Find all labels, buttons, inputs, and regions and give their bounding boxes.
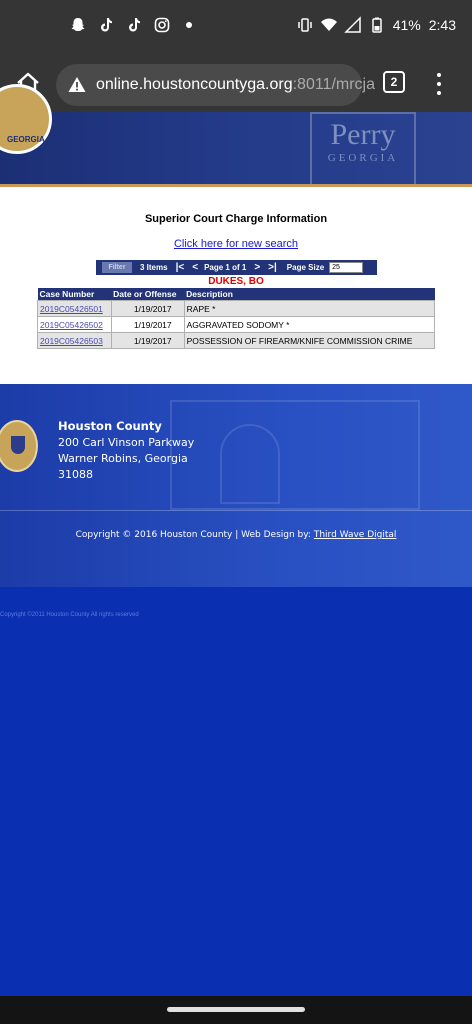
navigation-bar bbox=[0, 996, 472, 1024]
footer-org-name: Houston County bbox=[58, 419, 162, 433]
county-seal-logo: GEORGIA bbox=[0, 84, 52, 154]
tab-switcher-button[interactable]: 2 bbox=[383, 71, 405, 93]
charges-table bbox=[37, 288, 435, 349]
filter-button[interactable]: Filter bbox=[102, 262, 132, 273]
table-header-row bbox=[38, 288, 435, 301]
battery-percent: 41% bbox=[392, 17, 421, 33]
site-header-banner bbox=[0, 112, 472, 186]
address-line: 200 Carl Vinson Parkway bbox=[58, 436, 195, 449]
perry-sign-image: Perry GEORGIA bbox=[310, 112, 416, 186]
dot-icon bbox=[186, 22, 192, 28]
url-path: :8011/mrcja bbox=[292, 76, 375, 93]
instagram-icon bbox=[154, 17, 170, 33]
tiktok-icon bbox=[126, 17, 142, 33]
description-cell: AGGRAVATED SODOMY * bbox=[184, 317, 434, 333]
footer-copyright: Copyright © 2016 Houston County | Web Design by: Third Wave Digital bbox=[75, 530, 397, 540]
signal-icon bbox=[345, 17, 361, 33]
snapchat-icon bbox=[70, 17, 86, 33]
first-page-icon[interactable]: |< bbox=[175, 262, 185, 273]
address-line: Warner Robins, Georgia bbox=[58, 452, 188, 465]
item-count: 3 Items bbox=[140, 263, 168, 272]
case-number-link[interactable]: 2019C05426503 bbox=[40, 335, 103, 346]
clock: 2:43 bbox=[428, 17, 456, 33]
last-page-icon[interactable]: >| bbox=[268, 262, 277, 273]
footer-address bbox=[58, 418, 194, 483]
vibrate-icon bbox=[297, 17, 313, 33]
column-header[interactable]: Description bbox=[184, 288, 434, 301]
url-host: online.houstoncountyga.org bbox=[96, 76, 293, 93]
new-search-link[interactable]: Click here for new search bbox=[173, 238, 299, 250]
table-row bbox=[38, 317, 435, 333]
footer-seal-logo bbox=[0, 420, 38, 472]
legacy-copyright: Copyright ©2011 Houston County All rights reserved bbox=[0, 612, 139, 618]
tiktok-icon bbox=[98, 17, 114, 33]
main-content bbox=[0, 187, 472, 384]
address-bar[interactable] bbox=[56, 64, 375, 106]
case-number-cell bbox=[38, 301, 112, 317]
case-number-link[interactable]: 2019C05426501 bbox=[40, 303, 103, 314]
case-number-cell bbox=[38, 333, 112, 349]
footer-background-arch bbox=[220, 424, 280, 504]
description-cell: RAPE * bbox=[184, 301, 434, 317]
site-footer bbox=[0, 384, 472, 587]
next-page-icon[interactable]: > bbox=[254, 262, 261, 273]
date-cell: 1/19/2017 bbox=[111, 301, 184, 317]
results-pager bbox=[96, 260, 377, 275]
table-row bbox=[38, 333, 435, 349]
page-size-label: Page Size bbox=[286, 263, 325, 272]
prev-page-icon[interactable]: < bbox=[192, 262, 199, 273]
column-header[interactable]: Date or Offense bbox=[111, 288, 184, 301]
web-design-link[interactable]: Third Wave Digital bbox=[313, 530, 397, 540]
description-cell: POSSESSION OF FIREARM/KNIFE COMMISSION CRIME bbox=[184, 333, 434, 349]
footer-divider bbox=[0, 510, 472, 511]
browser-toolbar bbox=[0, 56, 472, 112]
page-size-input[interactable]: 25 bbox=[329, 262, 363, 273]
status-bar bbox=[0, 0, 472, 56]
date-cell: 1/19/2017 bbox=[111, 317, 184, 333]
case-number-cell bbox=[38, 317, 112, 333]
case-number-link[interactable]: 2019C05426502 bbox=[40, 319, 103, 330]
column-header[interactable]: Case Number bbox=[38, 288, 112, 301]
wifi-icon bbox=[321, 17, 337, 33]
overflow-menu-icon[interactable] bbox=[434, 70, 444, 98]
home-gesture-handle[interactable] bbox=[167, 1007, 305, 1012]
warning-icon[interactable] bbox=[68, 76, 86, 94]
address-zip: 31088 bbox=[58, 468, 93, 481]
footer-background-image bbox=[170, 400, 420, 510]
page-indicator: Page 1 of 1 bbox=[204, 263, 247, 272]
notification-icons bbox=[70, 17, 192, 33]
battery-icon bbox=[369, 17, 385, 33]
defendant-name: DUKES, BO bbox=[208, 276, 264, 287]
date-cell: 1/19/2017 bbox=[111, 333, 184, 349]
page-title: Superior Court Charge Information bbox=[144, 213, 328, 225]
table-row bbox=[38, 301, 435, 317]
system-status bbox=[297, 17, 456, 33]
